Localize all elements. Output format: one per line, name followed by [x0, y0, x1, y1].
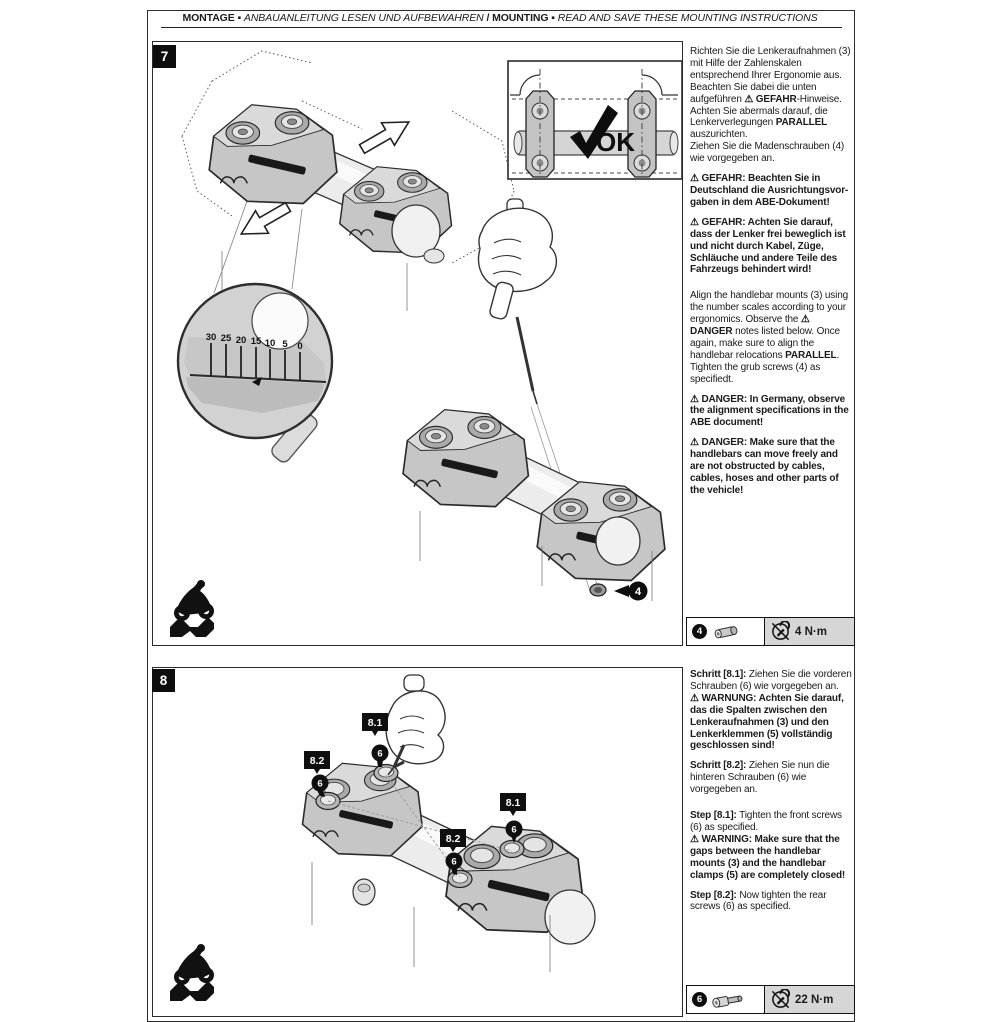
step-badge-8-1 [362, 713, 388, 736]
header-rule [161, 27, 842, 28]
step-8-1-de: Schritt [8.1]: Ziehen Sie die vorderen Schrauben (6) wie vorgegeben an. [690, 669, 852, 692]
torque-wrench-icon [770, 621, 791, 642]
step-label: 8.1 [505, 797, 521, 809]
bar-end-cap [545, 890, 595, 944]
instruction-de: Ziehen Sie die Madenschrauben (4) wie vorgegeben an. [690, 141, 845, 165]
scale-number: 10 [264, 338, 276, 349]
section8-badge: 8 [152, 669, 175, 692]
arrow-down-left-icon [235, 196, 295, 246]
parts-torque-bar-7 [686, 617, 855, 646]
instruction-de: Richten Sie die Lenkeraufnahmen (3) mit Hilfe der Zahlenskalen entsprechend Ihrer Ergonomie aus. Beachten Sie dabei die unten aufgeführen ⚠ GEFAHR-Hinweise. Achten Sie abermals darauf, die Lenkerverlegungen PARALLEL auszurichten. [690, 46, 851, 141]
step-8-1-en: Step [8.1]: Tighten the front screws (6) as specified. [690, 810, 842, 833]
screw-callout-6 [372, 745, 389, 768]
step-8-2-de: Schritt [8.2]: Ziehen Sie nun die hinteren Schrauben (6) wie vorgegeben an. [690, 760, 830, 796]
screw-label: 6 [377, 748, 383, 760]
warning-danger-1: ⚠ DANGER: In Germany, observe the alignment specifications in the ABE document! [690, 393, 849, 429]
screw-label: 6 [451, 856, 457, 868]
hand-with-screwdriver [386, 675, 445, 775]
section7-badge: 7 [153, 45, 176, 68]
warning-gefahr-1: ⚠ GEFAHR: Beachten Sie in Deutschland die Ausrichtungsvor-gaben in dem ABE-Dokument! [690, 173, 849, 208]
scale-number: 20 [235, 335, 247, 346]
step-badge-8-2 [304, 751, 330, 774]
step-label: 8.2 [309, 755, 325, 767]
page-header: MONTAGE ▪ ANBAUANLEITUNG LESEN UND AUFBEWAHREN / MOUNTING ▪ READ AND SAVE THESE MOUNTING INSTRUCTIONS [182, 12, 818, 24]
magnifier-detail [178, 284, 332, 465]
warning-warnung-de: ⚠ WARNUNG: Achten Sie darauf, das die Spalten zwischen den Lenkeraufnahmen (3) und den Lenkerklemmen (5) vollständig geschlossen sind! [690, 692, 844, 752]
hand-with-screwdriver [479, 199, 557, 404]
scale-number: 25 [220, 333, 232, 344]
grub-screw-icon [712, 624, 742, 640]
section8-text-column [690, 669, 854, 913]
handlebar-assembly-lower [403, 410, 665, 601]
motorcycle-logo-icon [170, 580, 214, 637]
ok-label: OK [596, 127, 635, 157]
handlebar-assembly-s8 [303, 763, 596, 972]
step-label: 8.1 [367, 717, 383, 729]
ok-inset [508, 61, 682, 179]
bar-end-cap [596, 517, 640, 565]
screw-label: 6 [317, 778, 323, 790]
step-badge-8-1 [500, 793, 526, 816]
part-cell [687, 618, 764, 645]
step-8-2-en: Step [8.2]: Now tighten the rear screws (6) as specified. [690, 889, 827, 913]
handlebar-assembly-top [209, 105, 451, 263]
scale-number: 30 [205, 332, 217, 343]
scale-number: 15 [250, 336, 262, 347]
callout-number: 4 [634, 586, 642, 598]
section8-illustration [152, 667, 683, 1015]
part-number-badge: 4 [692, 624, 707, 639]
screw-label: 6 [511, 824, 517, 836]
torque-value: 22 N·m [795, 993, 834, 1006]
warning-warning-en: ⚠ WARNING: Make sure that the gaps between the handlebar mounts (3) and the handlebar clamps (5) are completely closed! [690, 833, 846, 881]
scale-number: 0 [297, 341, 303, 352]
step-label: 8.2 [445, 833, 461, 845]
warning-danger-2: ⚠ DANGER: Make sure that the handlebars can move freely and are not obstructed by cables, cables, hoses and other parts of the vehicle! [690, 437, 839, 496]
section7-text-column [690, 46, 854, 497]
arrow-up-right-icon [356, 111, 416, 161]
scale-number: 5 [282, 339, 288, 350]
torque-value: 4 N·m [795, 625, 827, 638]
section7-illustration [152, 41, 683, 646]
motorcycle-logo-icon [170, 944, 214, 1001]
part-callout-4 [614, 582, 648, 601]
torque-cell [764, 618, 854, 645]
instruction-en: Align the handlebar mounts (3) using the number scales according to your ergonomics. Observe the ⚠ DANGER notes listed below. Once again, make sure to align the handlebar relocations PARALLEL. Tighten the grub screws (4) as specifiedt. [690, 290, 849, 385]
part-number-badge: 6 [692, 992, 707, 1007]
warning-gefahr-2: ⚠ GEFAHR: Achten Sie darauf, dass der Lenker frei beweglich ist und nicht durch Kabel, Züge, Schläuche und andere Teile des Fahrzeugs behindert wird! [690, 216, 846, 276]
